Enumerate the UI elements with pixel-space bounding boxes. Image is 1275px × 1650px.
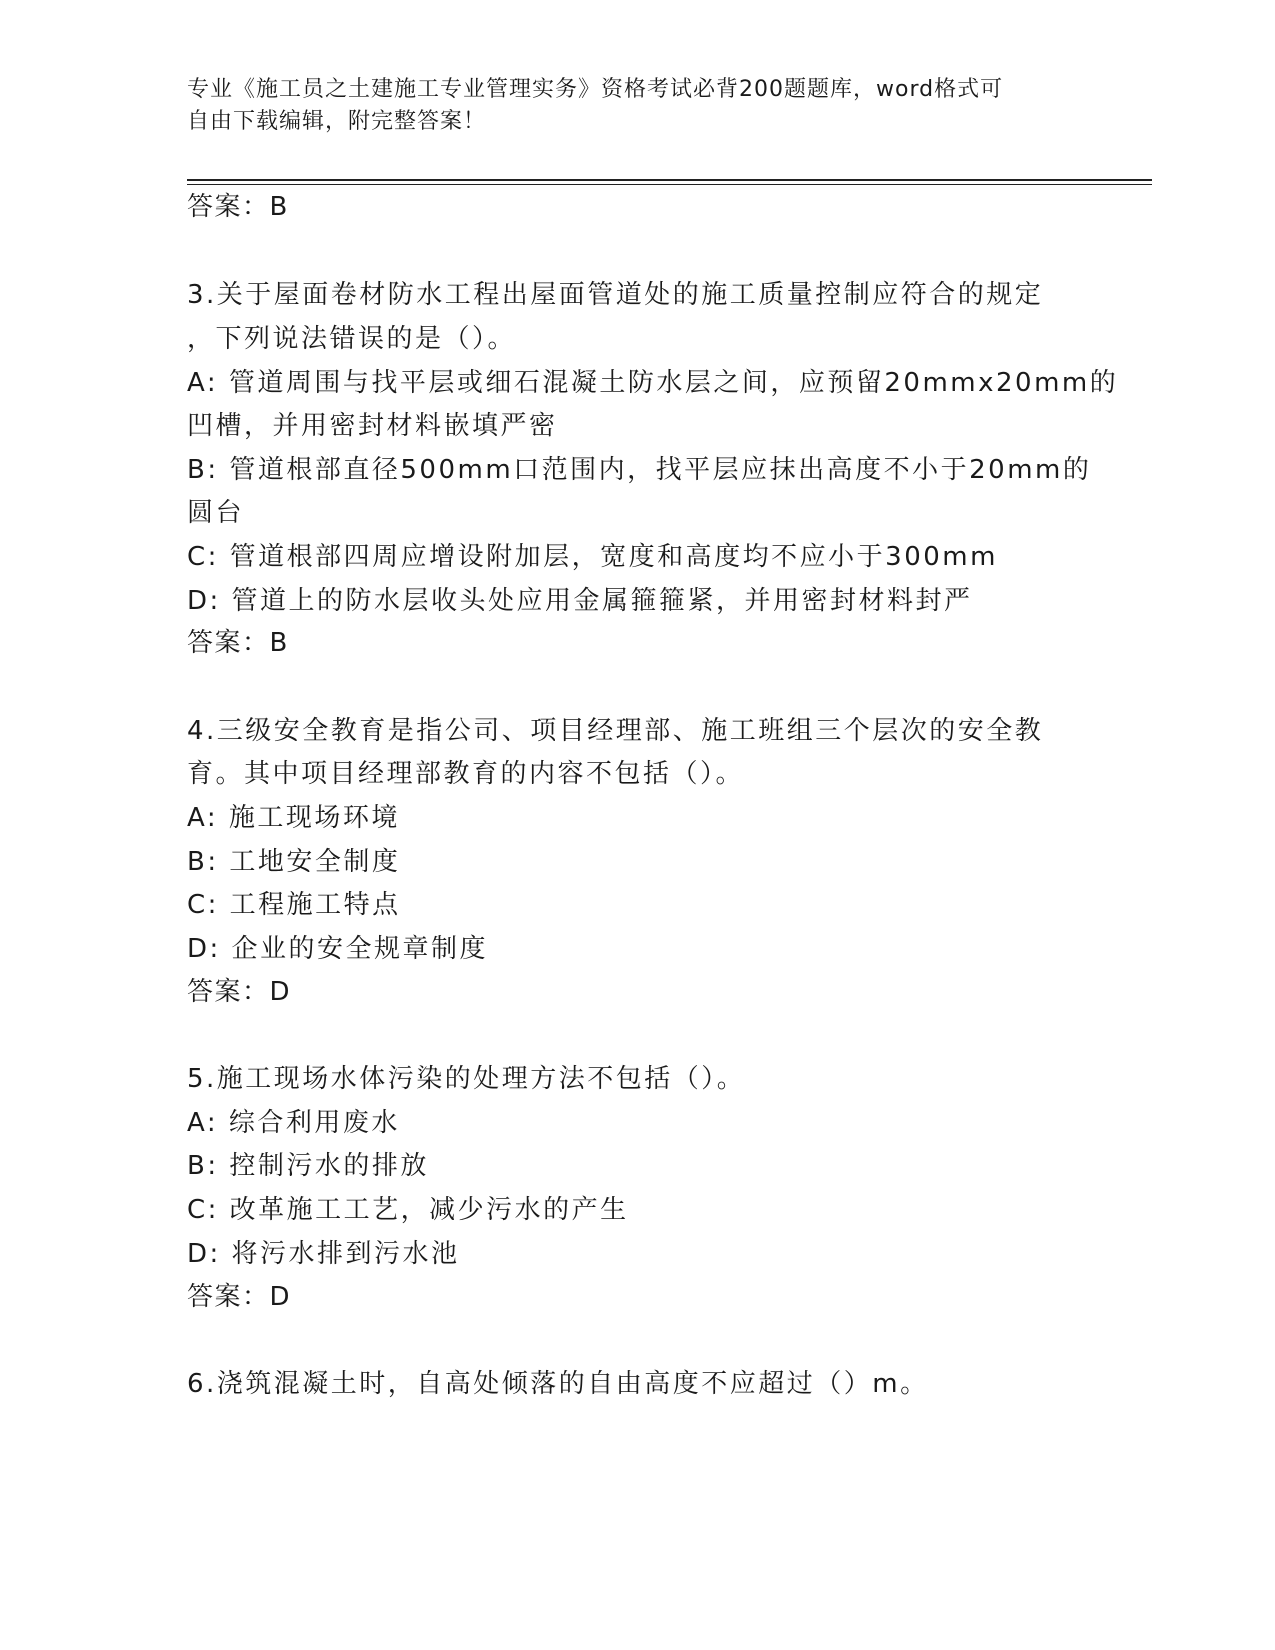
question-3-option-b-line-2: 圆台 [187, 498, 245, 528]
question-5-option-b: B: 控制污水的排放 [187, 1151, 429, 1181]
question-4-stem-line-2: 育。其中项目经理部教育的内容不包括（）。 [187, 759, 745, 789]
question-4-answer: 答案：D [187, 977, 292, 1007]
question-5-option-a: A: 综合利用废水 [187, 1108, 400, 1138]
question-3-stem-line-2: ，下列说法错误的是（）。 [187, 324, 517, 354]
question-3-option-b-line-1: B: 管道根部直径500mm口范围内，找平层应抹出高度不小于20mm的 [187, 455, 1092, 485]
question-4-option-b: B: 工地安全制度 [187, 847, 401, 877]
document-header [187, 74, 1067, 138]
question-4-option-d: D: 企业的安全规章制度 [187, 934, 489, 964]
question-3-option-d: D: 管道上的防水层收头处应用金属箍箍紧，并用密封材料封严 [187, 586, 973, 616]
question-4-option-a: A: 施工现场环境 [187, 803, 400, 833]
question-3-option-a-line-2: 凹槽，并用密封材料嵌填严密 [187, 411, 558, 441]
previous-answer: 答案：B [187, 192, 289, 222]
question-5-answer: 答案：D [187, 1282, 292, 1312]
question-5-option-d: D: 将污水排到污水池 [187, 1239, 460, 1269]
header-divider [187, 179, 1152, 181]
question-3-option-c: C: 管道根部四周应增设附加层，宽度和高度均不应小于300mm [187, 542, 998, 572]
question-3-stem-line-1: 3.关于屋面卷材防水工程出屋面管道处的施工质量控制应符合的规定 [187, 280, 1044, 310]
header-line-1: 专业《施工员之土建施工专业管理实务》资格考试必背200题题库，word格式可 [187, 77, 1004, 102]
header-divider-thin [187, 184, 1152, 185]
question-4-option-c: C: 工程施工特点 [187, 890, 401, 920]
question-5-stem: 5.施工现场水体污染的处理方法不包括（）。 [187, 1064, 746, 1094]
question-3-option-a-line-1: A: 管道周围与找平层或细石混凝土防水层之间，应预留20mmx20mm的 [187, 368, 1119, 398]
question-3-answer: 答案：B [187, 628, 289, 658]
header-line-2: 自由下载编辑，附完整答案！ [187, 109, 487, 134]
question-4-stem-line-1: 4.三级安全教育是指公司、项目经理部、施工班组三个层次的安全教 [187, 716, 1044, 746]
question-5-option-c: C: 改革施工工艺，减少污水的产生 [187, 1195, 629, 1225]
question-6-stem: 6.浇筑混凝土时，自高处倾落的自由高度不应超过（）m。 [187, 1369, 929, 1399]
